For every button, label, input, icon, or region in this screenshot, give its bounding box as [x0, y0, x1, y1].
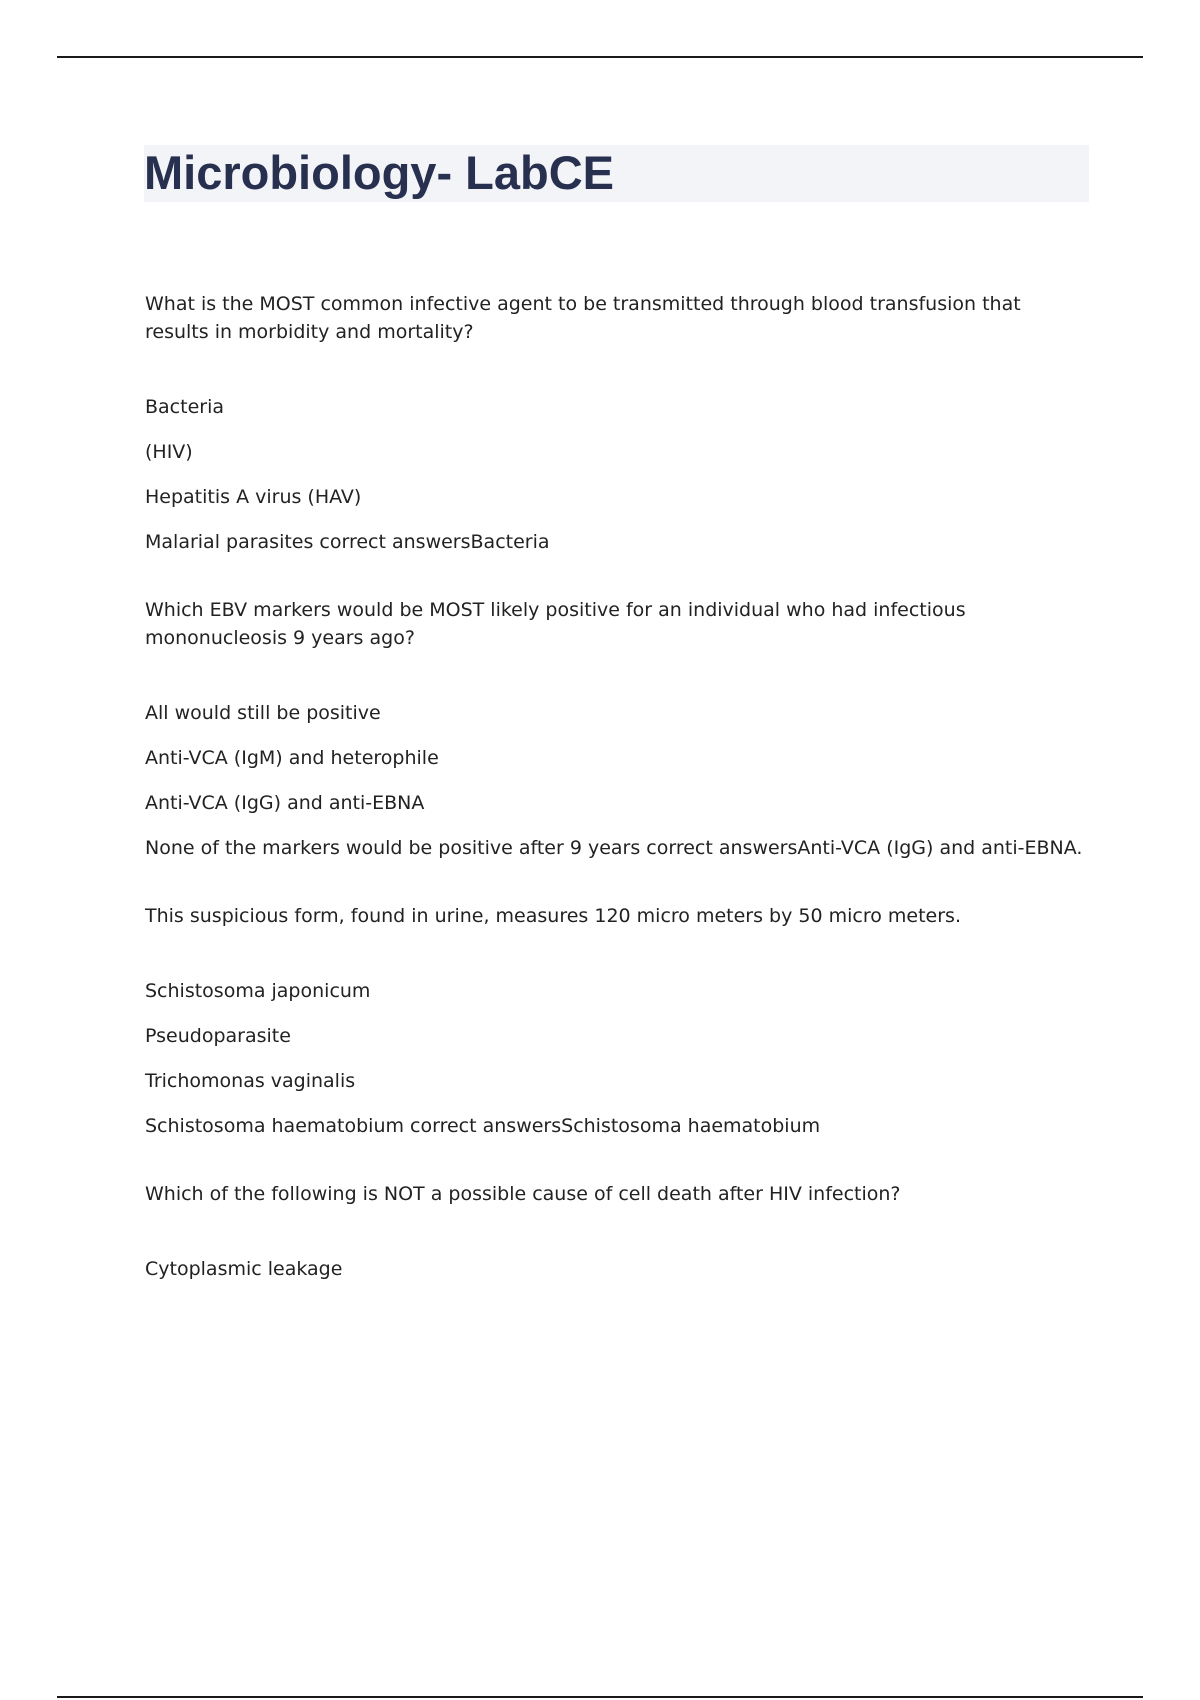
- question-block: [145, 290, 1090, 556]
- answer-options: [145, 977, 1090, 1140]
- answer-option: Schistosoma japonicum: [145, 980, 371, 1002]
- question-block: [145, 596, 1090, 862]
- answer-option: Anti-VCA (IgM) and heterophile: [145, 747, 439, 769]
- question-text: This suspicious form, found in urine, measures 120 micro meters by 50 micro meters.: [145, 905, 961, 927]
- question-list: [145, 290, 1090, 1323]
- answer-option: Schistosoma haematobium correct answersSchistosoma haematobium: [145, 1115, 821, 1137]
- document-title: Microbiology- LabCE: [144, 146, 614, 199]
- answer-option: Malarial parasites correct answersBacteria: [145, 531, 550, 553]
- answer-options: [145, 699, 1090, 862]
- question-block: [145, 902, 1090, 1140]
- answer-options: [145, 1255, 1090, 1283]
- question-text: What is the MOST common infective agent to be transmitted through blood transfusion that results in morbidity and mortality?: [145, 293, 1021, 343]
- answer-option: (HIV): [145, 441, 193, 463]
- question-text: Which of the following is NOT a possible cause of cell death after HIV infection?: [145, 1183, 901, 1205]
- answer-option: All would still be positive: [145, 702, 381, 724]
- answer-option: Trichomonas vaginalis: [145, 1070, 356, 1092]
- answer-option: Pseudoparasite: [145, 1025, 291, 1047]
- top-divider: [57, 56, 1143, 58]
- question-text: Which EBV markers would be MOST likely positive for an individual who had infectious mononucleosis 9 years ago?: [145, 599, 966, 649]
- answer-options: [145, 393, 1090, 556]
- answer-option: Hepatitis A virus (HAV): [145, 486, 362, 508]
- answer-option: Cytoplasmic leakage: [145, 1258, 343, 1280]
- bottom-divider: [57, 1696, 1143, 1698]
- question-block: [145, 1180, 1090, 1283]
- answer-option: Anti-VCA (IgG) and anti-EBNA: [145, 792, 425, 814]
- answer-option: None of the markers would be positive after 9 years correct answersAnti-VCA (IgG) and anti-EBNA.: [145, 837, 1083, 859]
- answer-option: Bacteria: [145, 396, 224, 418]
- title-banner: [144, 145, 1089, 202]
